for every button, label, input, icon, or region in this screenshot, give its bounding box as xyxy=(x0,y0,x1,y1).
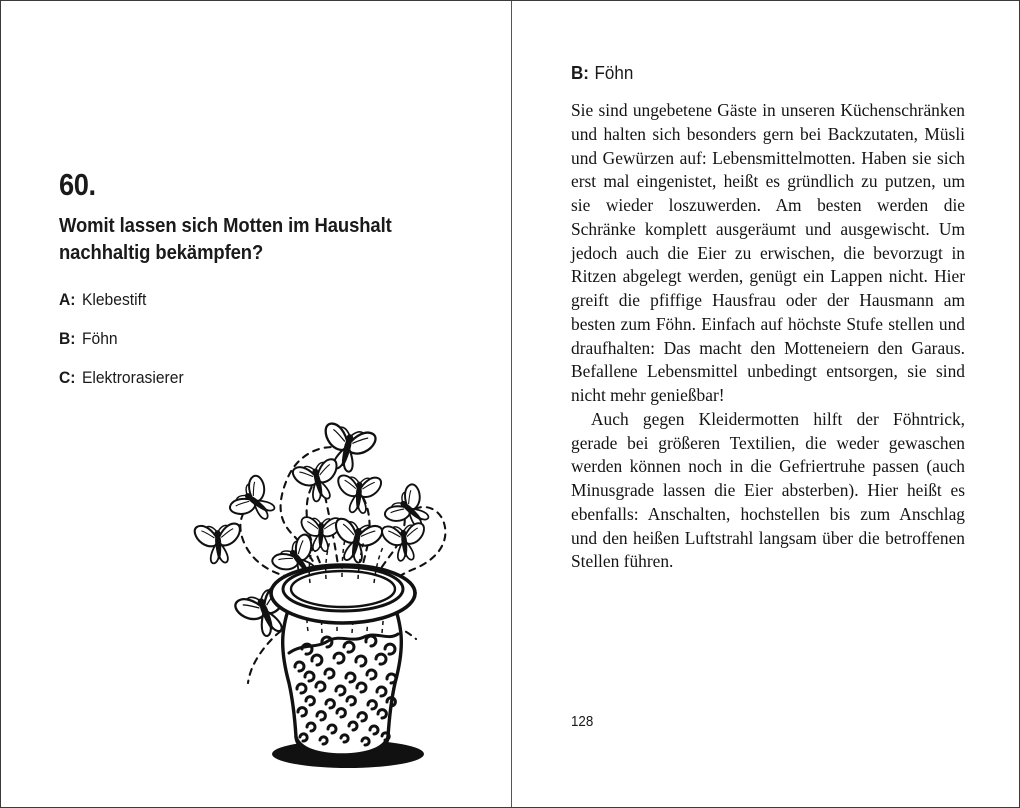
storage-jar xyxy=(271,539,415,757)
body-paragraph-2: Auch gegen Kleidermotten hilft der Föhntrick, gerade bei größeren Textilien, die weder gewaschen werden können noch in die Gefriertruhe passen (auch Minusgrade lassen die Eier absterben). Hier heißt es ebenfalls: Anschalten, hochstellen bis zum Anschlag und den heißen Luftstrahl langsam über die betroffenen Stellen führen. xyxy=(571,408,965,572)
question-block xyxy=(59,169,459,266)
answer-option-a[interactable] xyxy=(59,291,427,308)
question-number: 60. xyxy=(59,167,96,202)
answer-heading-label: Föhn xyxy=(594,62,634,83)
answer-label-c: Elektrorasierer xyxy=(81,368,184,387)
answer-key-c: C: xyxy=(59,368,76,387)
illustration-svg xyxy=(176,331,476,781)
answer-body-text xyxy=(571,99,965,574)
jar-mouth xyxy=(291,571,395,607)
answer-heading xyxy=(571,62,633,84)
left-page xyxy=(1,1,511,808)
answer-key-b: B: xyxy=(59,329,76,348)
body-paragraph-1: Sie sind ungebetene Gäste in unseren Küchenschränken und halten sich besonders gern bei Backzutaten, Müsli und Gewürzen auf: Lebensmittelmotten. Haben sie sich erst mal eingenistet, heißt es gründlich zu putzen, um sie wieder loszuwerden. Am besten werden die Schränke komplett ausgeräumt und ausgewischt. Um jedoch auch die Eier zu erwischen, die bevorzugt in Ritzen abgelegt werden, genügt ein Lappen nicht. Hier greift die pfiffige Hausfrau oder der Hausmann am besten zum Föhn. Einfach auf höchste Stufe stellen und draufhalten: Das macht den Motteneiern den Garaus. Befallene Lebensmittel unbedingt entsorgen, sie sind nicht mehr genießbar! xyxy=(571,100,965,405)
page-number: 128 xyxy=(571,714,594,730)
answer-label-b: Föhn xyxy=(81,329,118,348)
jar-of-grain-with-moths-illustration xyxy=(176,331,476,781)
answer-heading-key: B: xyxy=(571,62,589,83)
question-text: Womit lassen sich Motten im Haushalt nachhaltig bekämpfen? xyxy=(59,214,392,264)
right-page xyxy=(511,1,1020,808)
answer-label-a: Klebestift xyxy=(81,290,147,309)
answer-key-a: A: xyxy=(59,290,76,309)
